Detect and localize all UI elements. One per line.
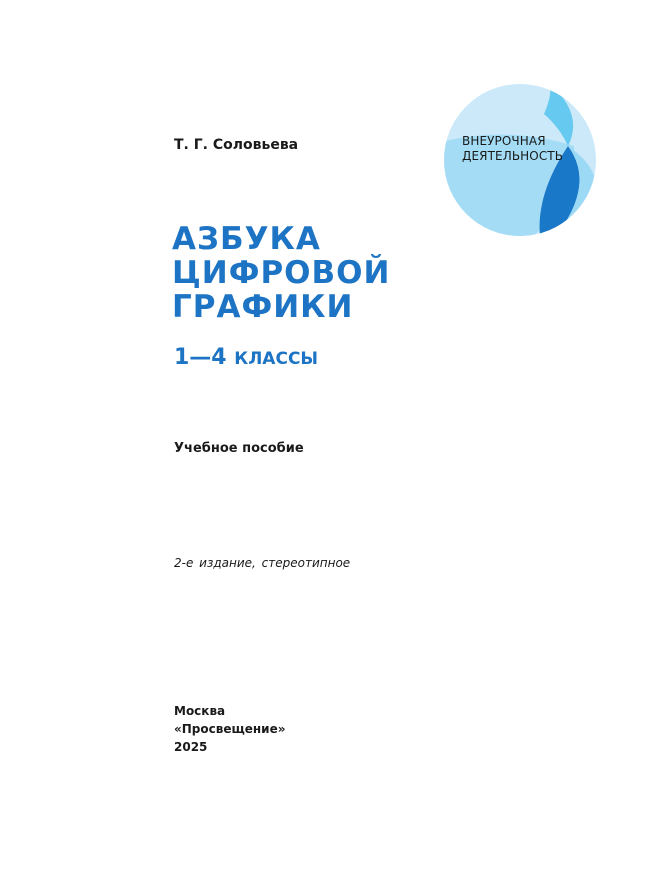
title-line-1: АЗБУКА <box>172 221 321 257</box>
publication-year: 2025 <box>174 740 208 754</box>
book-subtitle: Учебное пособие <box>174 441 304 456</box>
badge-text <box>462 134 563 164</box>
edition-note: 2-е издание, стереотипное <box>174 556 351 570</box>
publisher-name: «Просвещение» <box>174 722 286 736</box>
title-line-2: ЦИФРОВОЙ <box>172 255 391 291</box>
badge-line-2: ДЕЯТЕЛЬНОСТЬ <box>462 149 564 163</box>
title-line-3: ГРАФИКИ <box>172 289 354 325</box>
grade-numbers: 1—4 <box>174 345 227 370</box>
publisher-city: Москва <box>174 704 226 718</box>
grade-range <box>174 345 318 370</box>
grade-word: КЛАССЫ <box>234 349 319 369</box>
extracurricular-badge <box>444 84 596 236</box>
book-title <box>172 222 390 324</box>
publisher-info <box>174 702 285 756</box>
author-name: Т. Г. Соловьева <box>174 137 299 153</box>
badge-line-1: ВНЕУРОЧНАЯ <box>462 134 546 148</box>
